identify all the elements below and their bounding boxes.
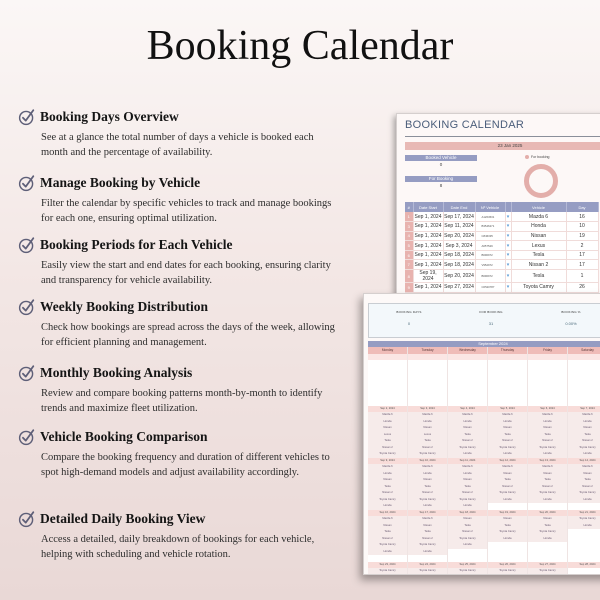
booked-vehicle-label: Booked Vehicle	[405, 155, 477, 161]
calendar-cell: Tesla	[488, 432, 528, 439]
calendar-cell: Sep 9, 2024	[368, 458, 408, 465]
feature-title: Weekly Booking Distribution	[40, 299, 209, 314]
table-cell-end: Sep 17, 2024	[443, 212, 475, 222]
calendar-cell: Sep 19, 2024	[488, 510, 528, 517]
calendar-cell: Tesla	[528, 523, 568, 530]
calendar-cell: Nissan	[528, 516, 568, 523]
table-cell-plate: B690972	[475, 270, 505, 283]
feature-item	[18, 236, 338, 288]
calendar-cell: Toyota Camry	[448, 536, 488, 543]
current-date-bar: 23 Jan 2025	[405, 142, 600, 150]
table-cell-vehicle: Honda	[511, 222, 566, 232]
calendar-cell: Toyota Camry	[408, 568, 448, 575]
feature-heading	[18, 174, 338, 192]
summary-for-booking: FOR BOOKING 31	[479, 310, 503, 326]
calendar-cell: Toyota Camry	[408, 497, 448, 504]
table-cell-num: 5	[405, 241, 413, 251]
calendar-cell	[568, 568, 600, 575]
calendar-cell: Mazda 6	[488, 412, 528, 419]
vehicle-dropdown-icon[interactable]: ▾	[506, 252, 510, 259]
calendar-cell: Mazda 6	[408, 412, 448, 419]
summary-booking-days: BOOKING DAYS 0	[396, 310, 422, 326]
table-row	[405, 283, 598, 293]
calendar-cell: Honda	[488, 536, 528, 543]
calendar-cell: Sep 2, 2024	[368, 406, 408, 413]
calendar-cell: Nissan	[368, 523, 408, 530]
calendar-cell: Toyota Camry	[368, 568, 408, 575]
vehicle-dropdown-icon[interactable]: ▾	[506, 284, 510, 291]
calendar-cell: Nissan 2	[368, 490, 408, 497]
feature-description: Review and compare booking patterns month-by-month to identify trends and maximize fleet utilization.	[41, 388, 323, 414]
calendar-cell: Toyota Camry	[488, 529, 528, 536]
check-circle-icon	[18, 236, 36, 254]
calendar-cell: Nissan 2	[568, 484, 600, 491]
calendar-cell: Nissan 2	[488, 484, 528, 491]
calendar-cell: Nissan	[448, 516, 488, 523]
calendar-cell: Nissan 2	[408, 490, 448, 497]
feature-item	[18, 510, 338, 562]
calendar-cell: Tuesday	[408, 347, 448, 354]
calendar-cell: Tesla	[408, 529, 448, 536]
check-circle-icon	[18, 364, 36, 382]
feature-heading	[18, 364, 338, 382]
calendar-cell: Mazda 6	[568, 412, 600, 419]
feature-description: Compare the booking frequency and duration of different vehicles to spot high-demand models and adjust availability accordingly.	[41, 452, 330, 478]
table-cell-num: 9	[405, 283, 413, 293]
booking-calendar-sheet-preview	[396, 113, 600, 303]
calendar-cell: Monday	[368, 347, 408, 354]
calendar-cell: Sep 26, 2024	[488, 562, 528, 569]
calendar-cell: Nissan	[568, 425, 600, 432]
calendar-cell: Tesla	[488, 477, 528, 484]
feature-heading	[18, 428, 338, 446]
check-circle-icon	[18, 298, 36, 316]
calendar-cell: Tesla	[568, 432, 600, 439]
calendar-cell: Sep 18, 2024	[448, 510, 488, 517]
table-row	[405, 241, 598, 251]
calendar-cell: Mazda 6	[528, 412, 568, 419]
feature-title: Manage Booking by Vehicle	[40, 175, 201, 190]
legend-dot-icon	[525, 155, 529, 159]
calendar-cell: Sep 3, 2024	[408, 406, 448, 413]
feature-title: Booking Periods for Each Vehicle	[40, 237, 233, 252]
for-booking-value: 8	[439, 183, 443, 188]
calendar-cell: Nissan	[368, 425, 408, 432]
feature-item	[18, 174, 338, 226]
calendar-cell: Nissan 2	[448, 438, 488, 445]
calendar-cell: Nissan	[488, 516, 528, 523]
table-cell-plate: A1264531	[475, 212, 505, 222]
calendar-cell: Tesla	[448, 523, 488, 530]
table-cell-vehicle: Lexus	[511, 241, 566, 251]
feature-title: Booking Days Overview	[40, 109, 179, 124]
calendar-cell: Honda	[528, 419, 568, 426]
calendar-cell: Sep 13, 2024	[528, 458, 568, 465]
feature-description: See at a glance the total number of days a vehicle is booked each month and the percentage of availability.	[41, 132, 314, 158]
check-circle-icon	[18, 510, 36, 528]
calendar-cell: Nissan	[528, 425, 568, 432]
calendar-cell: Sep 7, 2024	[568, 406, 600, 413]
feature-heading	[18, 108, 338, 126]
calendar-cell: Tesla	[408, 484, 448, 491]
table-cell-start: Sep 1, 2024	[414, 232, 442, 239]
table-cell-start: Sep 19, 2024	[413, 270, 443, 283]
calendar-cell: Honda	[528, 536, 568, 543]
vehicle-dropdown-icon[interactable]: ▾	[505, 270, 511, 283]
calendar-cell: Honda	[448, 471, 488, 478]
table-cell-day: 19	[566, 231, 598, 241]
table-row	[405, 212, 598, 222]
feature-title: Detailed Daily Booking View	[40, 511, 206, 526]
calendar-cell: Honda	[448, 503, 488, 510]
calendar-cell: Nissan	[408, 477, 448, 484]
calendar-cell: Sep 23, 2024	[368, 562, 408, 569]
calendar-cell: Honda	[528, 451, 568, 458]
calendar-grid	[368, 347, 600, 575]
table-cell-plate: V952972	[475, 260, 505, 270]
table-cell-start: Sep 1, 2024	[413, 212, 443, 222]
vehicle-booking-row	[368, 568, 600, 575]
table-cell-plate: A657529	[475, 241, 505, 251]
bookings-table	[405, 202, 599, 293]
table-row	[405, 222, 598, 232]
check-circle-icon	[18, 428, 36, 446]
calendar-cell: Sep 4, 2024	[448, 406, 488, 413]
table-cell-plate: C0520787	[475, 283, 505, 293]
calendar-cell: Lexus	[368, 432, 408, 439]
feature-description: Access a detailed, daily breakdown of bookings for each vehicle, helping with scheduling and vehicle rotation.	[41, 534, 315, 560]
table-cell-end: Sep 20, 2024	[444, 232, 474, 239]
feature-item	[18, 298, 338, 350]
feature-heading	[18, 236, 338, 254]
calendar-cell: Nissan	[488, 471, 528, 478]
table-cell-num: 8	[405, 270, 413, 283]
table-cell-end: Sep 18, 2024	[444, 252, 474, 259]
table-cell-vehicle: Nissan	[511, 231, 566, 241]
chart-legend	[525, 155, 549, 159]
calendar-cell: Toyota Camry	[528, 445, 568, 452]
calendar-cell: Sep 25, 2024	[448, 562, 488, 569]
calendar-cell: Honda	[368, 503, 408, 510]
vehicle-dropdown-icon[interactable]: ▾	[506, 232, 510, 239]
calendar-cell: Honda	[368, 419, 408, 426]
table-cell-day: 1	[566, 270, 598, 283]
calendar-cell: Sep 14, 2024	[568, 458, 600, 465]
calendar-cell: Nissan 2	[528, 484, 568, 491]
vehicle-dropdown-icon[interactable]: ▾	[506, 242, 510, 249]
calendar-cell: Toyota Camry	[568, 516, 600, 523]
legend-label: For booking	[531, 155, 550, 159]
table-cell-start: Sep 1, 2024	[414, 223, 442, 230]
calendar-cell: Honda	[408, 503, 448, 510]
calendar-cell: Mazda 6	[368, 412, 408, 419]
calendar-cell: Saturday	[568, 347, 600, 354]
calendar-cell: Toyota Camry	[368, 542, 408, 549]
calendar-cell: Nissan 2	[408, 536, 448, 543]
calendar-cell: Honda	[368, 471, 408, 478]
calendar-cell: Honda	[488, 451, 528, 458]
monthly-calendar-sheet-preview	[363, 293, 600, 575]
calendar-cell: Toyota Camry	[488, 445, 528, 452]
calendar-cell: Mazda 6	[408, 516, 448, 523]
table-row	[405, 231, 598, 241]
feature-description: Filter the calendar by specific vehicles to track and manage bookings for each one, ensuring optimal utilization.	[41, 198, 332, 224]
calendar-cell: Tesla	[368, 438, 408, 445]
calendar-cell: Nissan 2	[568, 438, 600, 445]
vehicle-dropdown-icon[interactable]: ▾	[506, 261, 510, 268]
calendar-cell: Honda	[568, 451, 600, 458]
calendar-cell: Toyota Camry	[568, 445, 600, 452]
calendar-cell: Sep 27, 2024	[528, 562, 568, 569]
table-row	[405, 270, 598, 283]
calendar-cell: Nissan	[408, 523, 448, 530]
vehicle-dropdown-icon[interactable]: ▾	[505, 212, 511, 222]
table-cell-day: 17	[566, 260, 598, 270]
table-cell-day: 10	[566, 222, 598, 232]
calendar-cell: Honda	[528, 497, 568, 504]
calendar-cell: Nissan	[368, 477, 408, 484]
calendar-cell: Nissan 2	[488, 438, 528, 445]
calendar-cell: Tesla	[528, 477, 568, 484]
vehicle-dropdown-icon[interactable]: ▾	[506, 223, 510, 230]
table-cell-start: Sep 1, 2024	[414, 284, 442, 291]
table-header-cell: Nº Vehicle	[475, 202, 505, 212]
feature-description: Check how bookings are spread across the days of the week, allowing for efficient planning and management.	[41, 322, 335, 348]
calendar-cell: Sep 21, 2024	[568, 510, 600, 517]
calendar-cell: Sep 20, 2024	[528, 510, 568, 517]
table-cell-day: 2	[566, 241, 598, 251]
calendar-cell: Honda	[488, 497, 528, 504]
calendar-cell: Honda	[448, 542, 488, 549]
calendar-cell: Toyota Camry	[408, 542, 448, 549]
feature-item	[18, 364, 338, 416]
table-cell-num: 4	[405, 231, 413, 241]
calendar-cell: Sep 12, 2024	[488, 458, 528, 465]
table-cell-day: 16	[566, 212, 598, 222]
calendar-cell: Toyota Camry	[408, 451, 448, 458]
calendar-cell: Nissan	[448, 425, 488, 432]
calendar-cell: Nissan 2	[368, 445, 408, 452]
table-header-cell: Date End	[443, 202, 475, 212]
feature-description: Easily view the start and end dates for each booking, ensuring clarity and transparency for vehicle availability.	[41, 260, 331, 286]
calendar-cell: Tesla	[488, 523, 528, 530]
feature-heading	[18, 510, 338, 528]
table-row	[405, 250, 598, 260]
calendar-cell: Honda	[408, 549, 448, 556]
calendar-cell: Mazda 6	[408, 464, 448, 471]
calendar-cell: Honda	[408, 471, 448, 478]
calendar-cell: Toyota Camry	[448, 497, 488, 504]
calendar-cell: Thursday	[488, 347, 528, 354]
table-cell-end: Sep 11, 2024	[444, 223, 474, 230]
booking-summary-panel	[368, 303, 600, 338]
table-cell-plate: B3546271	[475, 222, 505, 232]
calendar-cell: Toyota Camry	[488, 490, 528, 497]
calendar-cell: Toyota Camry	[528, 490, 568, 497]
calendar-cell: Tesla	[528, 432, 568, 439]
calendar-cell: Sep 17, 2024	[408, 510, 448, 517]
booked-vehicle-value: 0	[439, 162, 443, 167]
page-title: Booking Calendar	[146, 23, 454, 69]
calendar-cell: Honda	[448, 451, 488, 458]
check-circle-icon	[18, 108, 36, 126]
check-circle-icon	[18, 174, 36, 192]
table-cell-num: 3	[405, 222, 413, 232]
calendar-cell: Sep 16, 2024	[368, 510, 408, 517]
calendar-cell: Sep 6, 2024	[528, 406, 568, 413]
feature-heading	[18, 298, 338, 316]
table-cell-day: 17	[566, 250, 598, 260]
calendar-cell: Toyota Camry	[528, 568, 568, 575]
calendar-cell: Mazda 6	[488, 464, 528, 471]
table-cell-start: Sep 1, 2024	[414, 252, 442, 259]
calendar-cell: Toyota Camry	[488, 568, 528, 575]
calendar-cell: Mazda 6	[528, 464, 568, 471]
table-cell-start: Sep 1, 2024	[414, 261, 442, 268]
calendar-cell: Toyota Camry	[568, 490, 600, 497]
calendar-cell: Nissan 2	[408, 445, 448, 452]
table-cell-start: Sep 1, 2024	[414, 242, 442, 249]
calendar-cell: Sep 10, 2024	[408, 458, 448, 465]
feature-item	[18, 428, 338, 480]
calendar-cell: Honda	[568, 523, 600, 530]
calendar-cell: Toyota Camry	[448, 445, 488, 452]
calendar-cell: Sep 11, 2024	[448, 458, 488, 465]
calendar-cell: Nissan	[528, 471, 568, 478]
calendar-cell: Tesla	[448, 432, 488, 439]
calendar-month-header: September 2024	[368, 341, 600, 347]
calendar-cell: Tesla	[448, 484, 488, 491]
calendar-cell: Sep 28, 2024	[568, 562, 600, 569]
calendar-cell: Nissan	[448, 477, 488, 484]
calendar-cell: Nissan 2	[528, 438, 568, 445]
table-row	[405, 260, 598, 270]
calendar-cell: Honda	[408, 419, 448, 426]
calendar-cell: Nissan	[408, 425, 448, 432]
table-header-cell: Day	[566, 202, 598, 212]
table-header-cell: Vehicle	[511, 202, 566, 212]
calendar-cell: Nissan 2	[368, 536, 408, 543]
calendar-cell: Wednesday	[448, 347, 488, 354]
table-header-cell: #	[405, 202, 413, 212]
calendar-cell: Tesla	[368, 484, 408, 491]
calendar-cell: Friday	[528, 347, 568, 354]
table-cell-vehicle: Tesla	[511, 270, 566, 283]
table-cell-end: Sep 27, 2024	[444, 284, 474, 291]
calendar-cell: Honda	[448, 419, 488, 426]
calendar-cell: Sep 24, 2024	[408, 562, 448, 569]
calendar-cell: Mazda 6	[448, 412, 488, 419]
feature-item	[18, 108, 338, 160]
table-cell-num: 7	[405, 260, 413, 270]
calendar-cell: Lexus	[408, 432, 448, 439]
calendar-cell: Nissan 2	[448, 529, 488, 536]
title-divider	[405, 136, 600, 137]
calendar-cell: Honda	[488, 419, 528, 426]
calendar-cell: Tesla	[408, 438, 448, 445]
feature-title: Monthly Booking Analysis	[40, 365, 193, 380]
table-cell-vehicle: Mazda 6	[511, 212, 566, 222]
calendar-cell: Tesla	[368, 529, 408, 536]
feature-title: Vehicle Booking Comparison	[40, 429, 208, 444]
calendar-cell: Toyota Camry	[448, 568, 488, 575]
table-cell-vehicle: Nissan 2	[511, 260, 566, 270]
calendar-cell: Honda	[368, 549, 408, 556]
table-header-cell: Date Start	[413, 202, 443, 212]
table-cell-end: Sep 20, 2024	[443, 270, 475, 283]
calendar-cell: Sep 5, 2024	[488, 406, 528, 413]
for-booking-label: For Booking	[405, 176, 477, 182]
table-cell-end: Sep 3, 2024	[443, 241, 475, 251]
calendar-cell: Toyota Camry	[368, 497, 408, 504]
summary-booking-percent: BOOKING % 0.00%	[561, 310, 581, 326]
calendar-cell: Toyota Camry	[528, 529, 568, 536]
calendar-cell: Nissan 2	[448, 490, 488, 497]
calendar-cell: Honda	[568, 497, 600, 504]
table-cell-vehicle: Toyota Camry	[511, 283, 566, 293]
table-cell-num: 1	[405, 212, 413, 222]
calendar-cell: Mazda 6	[568, 464, 600, 471]
calendar-cell: Tesla	[568, 477, 600, 484]
sheet-title: BOOKING CALENDAR	[405, 119, 525, 131]
calendar-cell: Mazda 6	[368, 516, 408, 523]
calendar-cell: Nissan	[568, 471, 600, 478]
availability-donut-chart	[524, 164, 558, 198]
calendar-cell: Toyota Camry	[368, 451, 408, 458]
table-cell-plate: B690972	[475, 250, 505, 260]
calendar-cell: Mazda 6	[448, 464, 488, 471]
calendar-cell: Mazda 6	[368, 464, 408, 471]
table-cell-num: 6	[405, 250, 413, 260]
table-cell-end: Sep 18, 2024	[444, 261, 474, 268]
table-cell-day: 26	[566, 283, 598, 293]
table-cell-vehicle: Tesla	[511, 250, 566, 260]
table-cell-plate: C846335	[475, 231, 505, 241]
calendar-cell: Honda	[568, 419, 600, 426]
calendar-cell: Nissan	[488, 425, 528, 432]
